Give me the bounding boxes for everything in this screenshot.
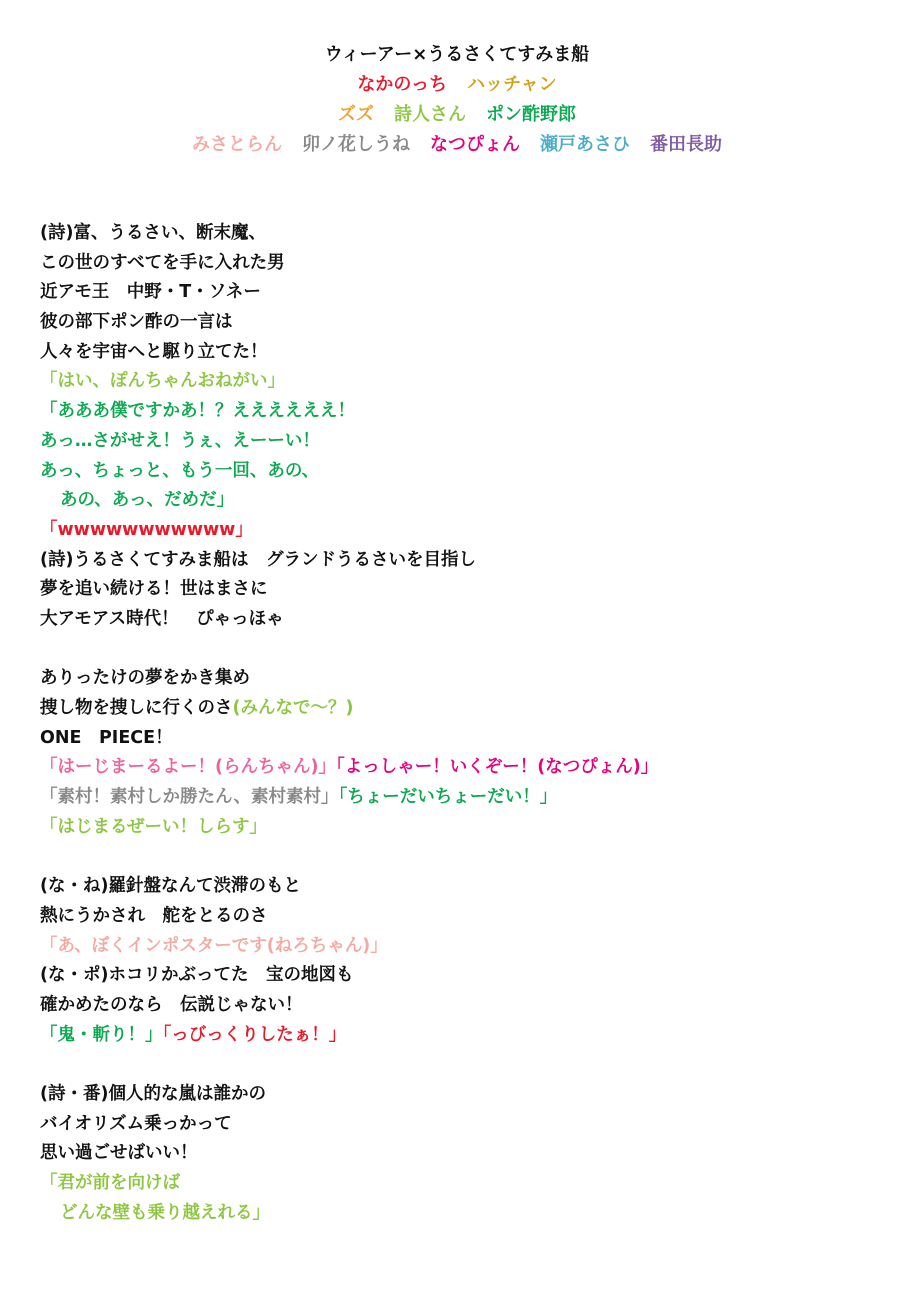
song-title: ウィーアー×うるさくてすみま船	[324, 44, 590, 65]
lyric-line: ありったけの夢をかき集め	[40, 668, 250, 689]
members-row-2	[0, 100, 914, 130]
lyric-line: 近アモ王 中野・T・ソネー	[40, 282, 261, 303]
lyric-line: (な・ね)羅針盤なんて渋滞のもと	[40, 876, 301, 897]
lyric-line: (詩)富、うるさい、断末魔、	[40, 223, 266, 243]
lyric-line	[40, 694, 900, 724]
lyric-line: どんな壁も乗り越えれる」	[60, 1202, 270, 1223]
lyric-line: 「あ、ぼくインポスターです(ねろちゃん)」	[40, 935, 388, 956]
lyric-line: 熱にうかされ 舵をとるのさ	[40, 905, 268, 926]
lyric-segment: 「ちょーだいちょーだい！」	[338, 787, 558, 808]
member-banda: 番田長助	[650, 134, 722, 155]
lyric-line: ONE PIECE！	[40, 727, 173, 748]
member-hacchan: ハッチャン	[467, 74, 557, 95]
lyric-line: 大アモアス時代！ ぴゃっほゃ	[40, 608, 284, 629]
lyric-line: あっ…さがせえ！うぇ、えーーい！	[40, 430, 320, 451]
lyric-line: 「wwwwwwwwwww」	[40, 519, 253, 540]
members-row-3	[0, 130, 914, 160]
lyric-line: バイオリズム乗っかって	[40, 1113, 232, 1134]
lyric-segment: 「はーじまーるよー！(らんちゃん)」	[40, 757, 336, 778]
lyric-line	[40, 753, 900, 783]
member-natsupyon: なつぴょん	[430, 134, 520, 155]
member-unohana: 卯ノ花しうね	[302, 134, 410, 155]
lyric-line	[40, 783, 900, 813]
lyric-segment: 「素村！素村しか勝たん、素村素村」	[40, 787, 339, 808]
member-seto: 瀬戸あさひ	[540, 134, 630, 155]
lyric-line: 確かめたのなら 伝説じゃない！	[40, 994, 303, 1015]
member-shijin: 詩人さん	[394, 104, 466, 125]
lyric-segment: 「っびっくりしたぁ！」	[162, 1024, 347, 1045]
stanza-gap	[40, 1050, 900, 1080]
member-zuzu: ズズ	[338, 104, 374, 125]
lyric-line: 「はじまるぜーい！しらす」	[40, 816, 267, 837]
stanza-gap	[40, 635, 900, 665]
lyric-line: 思い過ごせばいい！	[40, 1143, 198, 1164]
lyric-line: 彼の部下ポン酢の一言は	[40, 312, 233, 333]
lyric-line: 人々を宇宙へと駆り立てた！	[40, 341, 268, 362]
stanza-gap	[40, 842, 900, 872]
lyric-line: 「君が前を向けば	[40, 1173, 180, 1193]
lyric-line: この世のすべてを手に入れた男	[40, 252, 285, 273]
lyric-segment: 捜し物を捜しに行くのさ	[40, 698, 233, 718]
members-row-1	[0, 70, 914, 100]
lyric-line: (な・ポ)ホコリかぶってた 宝の地図も	[40, 965, 354, 986]
lyric-line	[40, 1021, 900, 1051]
lyric-line: 夢を追い続ける！世はまさに	[40, 579, 268, 600]
lyric-line: 「はい、ぽんちゃんおねがい」	[40, 371, 285, 392]
member-nakanocchi: なかのっち	[357, 74, 448, 95]
lyric-segment: 「鬼・斬り！」	[40, 1024, 163, 1045]
lyric-line: (詩)うるさくてすみま船は グランドうるさいを目指し	[40, 549, 476, 570]
member-ponzu: ポン酢野郎	[486, 104, 576, 125]
lyric-segment: 「よっしゃー！いくぞー！(なつぴょん)」	[336, 757, 659, 778]
lyric-line: (詩・番)個人的な嵐は誰かの	[40, 1083, 266, 1104]
lyric-line: 「あああ僕ですかあ！？ええええええ！	[40, 401, 355, 422]
lyrics-body	[40, 219, 900, 1228]
member-misatoran: みさとらん	[192, 134, 282, 155]
lyric-line: あっ、ちょっと、もう一回、あの、	[40, 460, 320, 481]
lyric-segment: (みんなで～？)	[232, 698, 354, 718]
lyric-line: あの、あっ、だめだ」	[60, 490, 235, 511]
header	[0, 40, 914, 160]
